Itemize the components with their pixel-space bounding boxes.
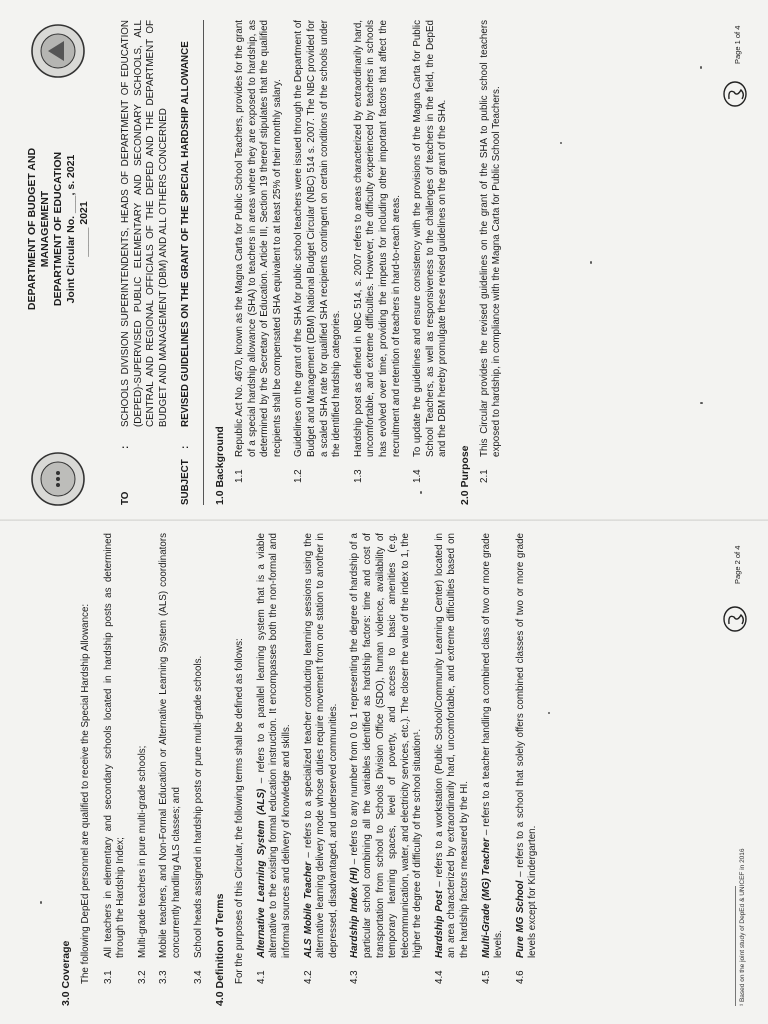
purpose-item: 2.1 This Circular provides the revised guidelines on the grant of the SHA to public school teachers exposed to hardship, in compliance with the Magna Carta for Public School Teachers.	[478, 20, 503, 483]
header-line: DEPARTMENT OF BUDGET AND MANAGEMENT	[26, 147, 51, 311]
memo-block	[120, 20, 204, 505]
background-item: 1.1 Republic Act No. 4670, known as the Magna Carta for Public School Teachers, provides for the grant of a special hardship allowance (SHA) to teachers in areas where they are exposed to hardship, as determined by the Secretary of Education. Article III, Section 19 thereof stipulates that the qualified recipients shall be compensated SHA equivalent to at least 25% of their monthly salary.	[233, 20, 283, 483]
header-line: DEPARTMENT OF EDUCATION	[52, 151, 64, 307]
definition-item: 4.3 Hardship Index (HI) – refers to any number from 0 to 1 representing the degree of hardship of a particular school combining all the variables identified as hardship factors: time and cost of transportation from school to Schools Division Office (SDO), human violence, availability of temporary learning spaces, level of poverty, and access to basic amenities (e.g. telecommunication, water, and electricity services, etc.). The closer the value of the index to 1, the higher the degree of difficulty of the school situation¹.	[349, 533, 424, 984]
coverage-item: 3.2 Multi-grade teachers in pure multi-grade schools;	[136, 745, 148, 984]
section-heading-purpose: 2.0 Purpose	[458, 445, 471, 505]
definitions-list	[256, 533, 540, 984]
page-2	[0, 519, 768, 1024]
memo-divider	[203, 20, 204, 505]
coverage-item: 3.1 All teachers in elementary and secondary schools located in hardship posts as determined through the Hardship Index;	[102, 533, 127, 984]
deped-seal-icon	[30, 23, 86, 79]
memo-to: TO : SCHOOLS DIVISION SUPERINTENDENTS, HEADS OF DEPARTMENT OF EDUCATION (DEPED)-SUPERVISED PUBLIC ELEMENTARY AND SECONDARY SCHOOLS, ALL CENTRAL AND REGIONAL OFFICIALS OF THE DEPED AND THE DEPARTMENT OF BUDGET AND MANAGEMENT (DBM) AND ALL OTHERS CONCERNED	[120, 20, 169, 505]
coverage-item: 3.4 School heads assigned in hardship posts or pure multi-grade schools.	[192, 655, 204, 984]
definitions-intro: For the purposes of this Circular, the following terms shall be defined as follows:	[234, 638, 246, 984]
coverage-item: 3.3 Mobile teachers, and Non-Formal Education or Alternative Learning System (ALS) coordinators concurrently handling ALS classes; and	[158, 533, 182, 984]
definition-item: 4.4 Hardship Post – refers to a workstation (Public School/Community Learning Center) located in an area characterized by extraordinarily hard, uncomfortable, and extreme difficulties based on the hardship factors measured by the HI.	[433, 533, 471, 984]
section-heading-definitions: 4.0 Definition of Terms	[214, 893, 227, 1006]
document-header	[26, 129, 91, 329]
background-list	[234, 20, 450, 483]
page-number: Page 2 of 4	[733, 545, 742, 584]
definition-item: 4.1 Alternative Learning System (ALS) – refers to a parallel learning system that is a viable alternative to the existing formal education instruction. It encompasses both the non-formal and informal sources and delivery of knowledge and skills.	[255, 533, 292, 984]
section-heading-background: 1.0 Background	[213, 426, 226, 505]
purpose-list	[479, 20, 504, 483]
memo-subject: SUBJECT : REVISED GUIDELINES ON THE GRANT OF THE SPECIAL HARDSHIP ALLOWANCE	[180, 41, 192, 505]
coverage-intro: The following DepEd personnel are qualified to receive the Special Hardship Allowance:	[80, 603, 91, 984]
page-number: Page 1 of 4	[733, 25, 742, 64]
header-line: Joint Circular No. ___, s. 2021	[65, 154, 77, 304]
footnote: ¹ Based on the joint study of DepEd & UNICEF in 2016	[735, 886, 746, 1006]
definition-item: 4.6 Pure MG School – refers to a school that solely offers combined classes of two or more grade levels except for Kindergarten.	[514, 533, 539, 984]
handwritten-initials-icon	[720, 604, 750, 634]
section-heading-coverage: 3.0 Coverage	[60, 940, 72, 1006]
background-item: 1.4 To update the guidelines and ensure consistency with the provisions of the Magna Carta for Public School Teachers, as well as responsiveness to the challenges of teachers in the field, the DepEd and the DBM hereby promulgate these revised guidelines on the grant of the SHA.	[412, 20, 449, 483]
background-item: 1.3 Hardship post as defined in NBC 514, s. 2007 refers to areas characterized by extraordinarily hard, uncomfortable, and extreme difficulties. However, the difficulty experienced by teachers in schools has evolved over time, providing the impetus for including other important factors that affect the recruitment and retention of teachers in hard-to-reach areas.	[352, 20, 402, 483]
definition-item: 4.5 Multi-Grade (MG) Teacher – refers to a teacher handling a combined class of two or more grade levels.	[480, 533, 505, 984]
dbm-seal-icon	[30, 451, 86, 507]
coverage-list	[103, 533, 206, 984]
background-item: 1.2 Guidelines on the grant of the SHA for public school teachers were issued through the Department of Budget and Management (DBM) National Budget Circular (NBC) 514 s. 2007. The NBC provided for a scaled SHA rate for qualified SHA recipients contingent on certain conditions of the schools under the identified hardship categories.	[293, 20, 343, 483]
definition-item: 4.2 ALS Mobile Teacher – refers to a specialized teacher conducting learning sessions using the alternative learning delivery mode whose duties require movement from one station to another in depressed, disadvantaged, and underserved communities.	[302, 533, 339, 984]
header-line: _____ 2021	[78, 201, 90, 257]
handwritten-initials-icon	[720, 79, 750, 109]
